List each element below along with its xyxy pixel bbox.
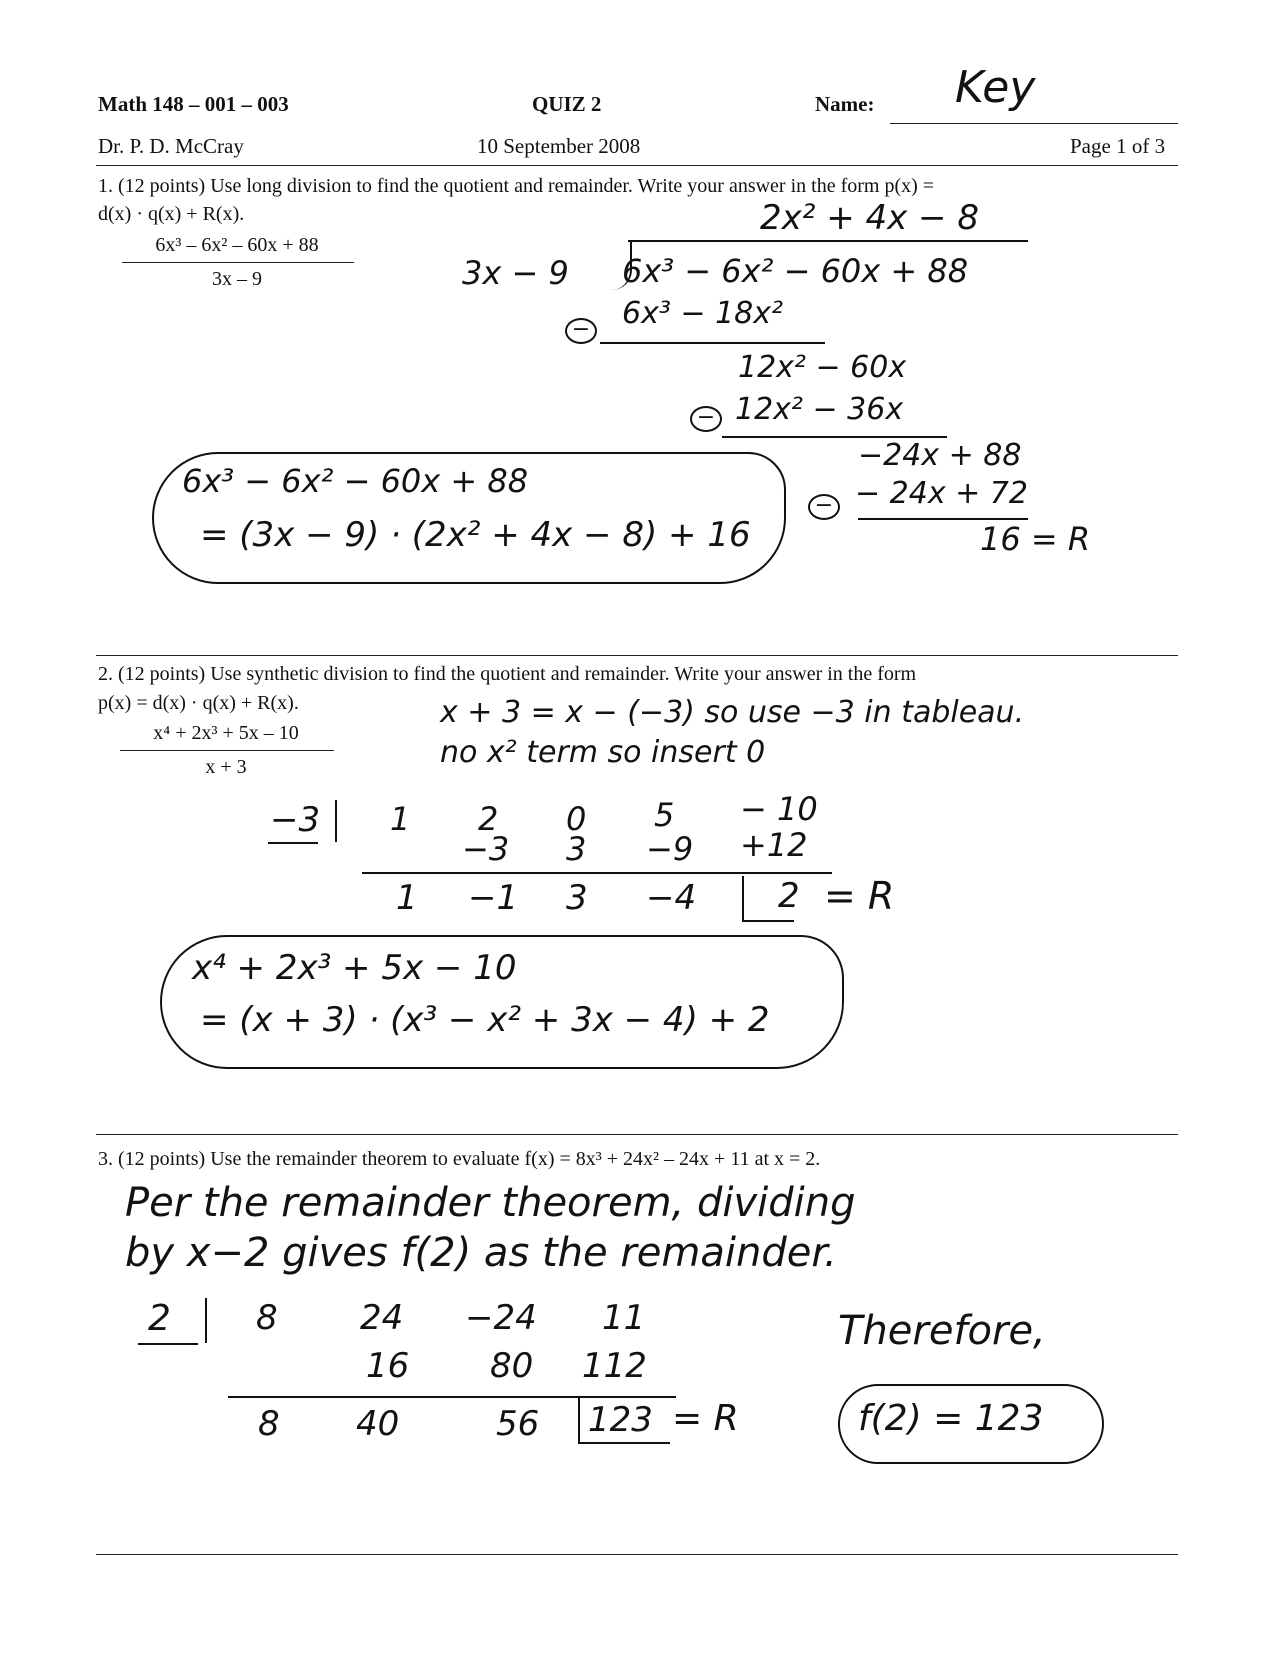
q2-row3-cell: −4 [646,878,697,918]
q1-subtract-3: − 24x + 72 [855,476,1028,511]
q1-dividend: 6x³ − 6x² − 60x + 88 [622,252,969,290]
instructor: Dr. P. D. McCray [98,134,244,158]
q1-minus-circle-2: − [690,406,722,432]
q1-minus-circle-1: − [565,318,597,344]
name-value: Key [955,62,1036,113]
q1-remainder-step-2: −24x + 88 [858,438,1022,473]
q1-answer-line2: = (3x − 9) · (2x² + 4x − 8) + 16 [200,515,751,555]
q1-divisor: 3x − 9 [462,254,569,292]
course-title: Math 148 – 001 – 003 [98,92,289,116]
q3-row1-cell: 24 [360,1298,404,1338]
q3-row1-cell: 11 [602,1298,646,1338]
q3-remainder-label: = R [672,1398,739,1439]
q3-prompt: 3. (12 points) Use the remainder theorem to evaluate f(x) = 8x³ + 24x² – 24x + 11 at x = 2. [98,1148,821,1170]
q1-subtract-2: 12x² − 36x [735,392,904,427]
q1-answer-line1: 6x³ − 6x² − 60x + 88 [182,462,529,500]
q1-prompt-line1: 1. (12 points) Use long division to find the quotient and remainder. Write your answer in the form p(x) = [98,175,935,197]
q3-root-underline [138,1343,198,1345]
q2-remainder-label: = R [824,874,895,918]
q2-row1-cell: 1 [390,800,411,838]
q1-minus-circle-3: − [808,494,840,520]
footer-rule [96,1554,1178,1555]
q3-answer: f(2) = 123 [858,1398,1044,1439]
q2-row3-cell: 3 [566,878,588,918]
q2-fraction-bar [120,750,334,751]
q1-denominator: 3x – 9 [212,268,262,290]
q2-answer-line2: = (x + 3) · (x³ − x² + 3x − 4) + 2 [200,1000,770,1040]
q2-q3-divider [96,1134,1178,1135]
q2-row1-cell: 0 [566,800,587,838]
q3-row2-cell: 16 [366,1346,410,1386]
q3-row1-cell: 8 [256,1298,278,1338]
q2-root: −3 [270,800,321,840]
q2-row2-cell: 3 [566,830,587,868]
q2-denominator: x + 3 [205,756,247,778]
q2-row3-cell: −1 [468,878,519,918]
q3-explain-line1: Per the remainder theorem, dividing [125,1180,856,1226]
q1-prompt-line2: d(x) · q(x) + R(x). [98,203,245,225]
q2-row2-cell: −3 [462,830,510,868]
q2-prompt-line2: p(x) = d(x) · q(x) + R(x). [98,692,299,714]
page-number: Page 1 of 3 [1070,134,1166,158]
q2-row1-cell: 5 [654,796,675,834]
q2-row1-cell: 2 [478,800,499,838]
header-rule [96,165,1178,166]
q3-row2-cell: 80 [490,1346,534,1386]
q3-root-bracket [205,1298,207,1343]
q3-row2-cell: 112 [582,1346,647,1386]
q1-sub-line-1 [600,342,825,344]
q3-row3-cell: 56 [496,1404,540,1444]
q3-root: 2 [148,1298,171,1339]
q2-note-line1: x + 3 = x − (−3) so use −3 in tableau. [440,695,1025,730]
q2-numerator: x⁴ + 2x³ + 5x – 10 [153,722,299,744]
quiz-date: 10 September 2008 [477,134,641,158]
q1-remainder: 16 = R [980,520,1091,558]
q2-answer-line1: x⁴ + 2x³ + 5x − 10 [192,948,517,988]
q3-explain-line2: by x−2 gives f(2) as the remainder. [125,1230,837,1276]
q2-remainder-value: 2 [778,876,800,916]
name-label: Name: [815,92,875,116]
q2-sum-line [362,872,832,874]
q1-q2-divider [96,655,1178,656]
quiz-title: QUIZ 2 [532,92,602,116]
q2-row2-cell: −9 [646,830,694,868]
name-underline [890,123,1178,124]
q2-note-line2: no x² term so insert 0 [440,735,766,770]
q1-subtract-1: 6x³ − 18x² [622,296,784,331]
q3-row1-cell: −24 [465,1298,537,1338]
q1-quotient: 2x² + 4x − 8 [760,198,979,238]
q1-remainder-step-1: 12x² − 60x [738,350,907,385]
q2-root-underline [268,842,318,844]
q2-prompt-line1: 2. (12 points) Use synthetic division to find the quotient and remainder. Write your answer in the form [98,663,917,685]
q2-root-bracket [335,800,337,842]
q2-row3-cell: 1 [396,878,418,918]
q3-row3-cell: 8 [258,1404,280,1444]
q2-row2-cell: +12 [740,826,808,864]
q2-row1-cell: − 10 [740,790,818,828]
q1-fraction-bar [122,262,354,263]
q1-numerator: 6x³ – 6x² – 60x + 88 [155,234,319,256]
q3-therefore: Therefore, [838,1308,1046,1354]
q3-remainder-value: 123 [588,1400,653,1440]
q3-row3-cell: 40 [356,1404,400,1444]
q1-division-bar [628,240,1028,242]
